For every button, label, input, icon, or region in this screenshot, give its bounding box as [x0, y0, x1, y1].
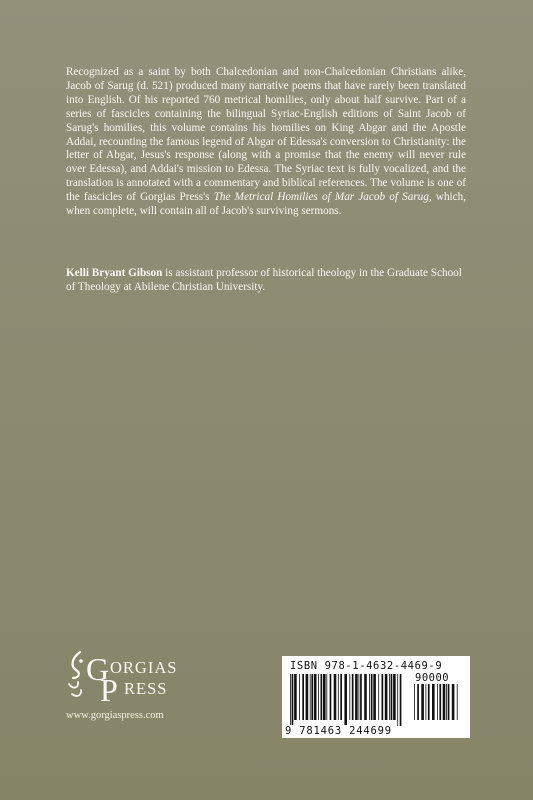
publisher-url: www.gorgiaspress.com [66, 710, 164, 721]
blurb-text: Recognized as a saint by both Chalcedonian and non-Chalcedonian Christians alike, Jacob of Sarug (d. 521) produced many narrative poems that have rarely been translated into English. Of his reported 760 metrical homilies, only about half survive. Part of a series of fascicles containing the bilingual Syriac-English editions of Saint Jacob of Sarug's homilies, this volume contains his homilies on King Abgar and the Apostle Addai, recounting the famous legend of Abgar of Edessa's conversion to Christianity: the letter of Abgar, Jesus's response (along with a promise that the enemy will never rule over Edessa), and Addai's mission to Edessa. The Syriac text is fully vocalized, and the translation is annotated with a commentary and biblical references. The volume is one of the fascicles of Gorgias Press's [66, 66, 466, 204]
barcode-bar [389, 674, 390, 720]
addon-barcode-bars [414, 684, 458, 726]
barcode-bar [310, 674, 311, 720]
barcode-bar [385, 674, 388, 720]
isbn-barcode [282, 656, 470, 738]
barcode-bar [360, 674, 362, 720]
barcode-bar [323, 674, 326, 720]
barcode-bar [326, 674, 327, 720]
barcode-bar [299, 674, 300, 720]
barcode-bar [426, 684, 427, 720]
ean-number: 9 781463 244699 [285, 725, 392, 737]
barcode-bar [373, 674, 376, 720]
barcode-bar [437, 684, 438, 720]
barcode-bar [355, 674, 358, 720]
barcode-bar [330, 674, 332, 720]
barcode-bar [290, 674, 291, 726]
author-bio [66, 267, 466, 295]
barcode-bar [421, 684, 424, 720]
barcode-bar [382, 674, 384, 720]
barcode-bar [292, 674, 294, 726]
isbn-number: ISBN 978-1-4632-4469-9 [290, 660, 443, 672]
barcode-bar [338, 674, 339, 720]
gorgias-press-logo [64, 648, 194, 708]
barcode-bar [446, 684, 447, 720]
author-bio-text: is assistant professor of historical theology in the Graduate School of Theology at Abilene Christian University. [66, 267, 462, 293]
barcode-bar [352, 674, 354, 720]
barcode-bar [400, 674, 402, 726]
barcode-bar [391, 674, 393, 720]
barcode-bar [359, 674, 360, 720]
barcode-bar [378, 674, 379, 720]
ean-barcode-bars [290, 674, 402, 726]
logo-word-orgias: ORGIAS [110, 658, 178, 677]
logo-word-ress: RESS [124, 679, 168, 698]
calligraphy-mark-icon [64, 650, 88, 702]
logo-letter-p: P [100, 672, 118, 708]
series-title: The Metrical Homilies of Mar Jacob of Sarug [213, 191, 429, 204]
barcode-bar [334, 674, 337, 720]
barcode-bar [311, 674, 313, 720]
barcode-bar [364, 674, 367, 720]
logo-letter-g: G [86, 651, 110, 687]
barcode-bar [397, 674, 398, 726]
barcode-bar [349, 674, 350, 720]
barcode-bar [443, 684, 446, 720]
barcode-bar [457, 684, 458, 720]
barcode-bar [302, 674, 304, 720]
barcode-bar [452, 684, 455, 720]
barcode-bar [314, 674, 317, 720]
barcode-bar [432, 684, 435, 720]
blurb-text-end: , which, when complete, will contain all of Jacob's surviving sermons. [66, 191, 467, 218]
back-cover-blurb [66, 66, 466, 219]
barcode-bar [417, 684, 419, 720]
barcode-bar [369, 674, 370, 720]
barcode-bar [428, 684, 430, 720]
barcode-bar [318, 674, 319, 720]
barcode-bar [439, 684, 441, 720]
barcode-bar [393, 674, 396, 720]
barcode-bar [371, 674, 373, 720]
price-addon-number: 90000 [415, 672, 450, 684]
barcode-bar [340, 674, 342, 720]
barcode-bar [344, 674, 347, 726]
author-name: Kelli Bryant Gibson [66, 267, 163, 279]
barcode-bar [294, 674, 297, 720]
barcode-bar [414, 684, 415, 720]
barcode-bar [321, 674, 323, 720]
barcode-bar [306, 674, 309, 720]
barcode-bar [448, 684, 450, 720]
